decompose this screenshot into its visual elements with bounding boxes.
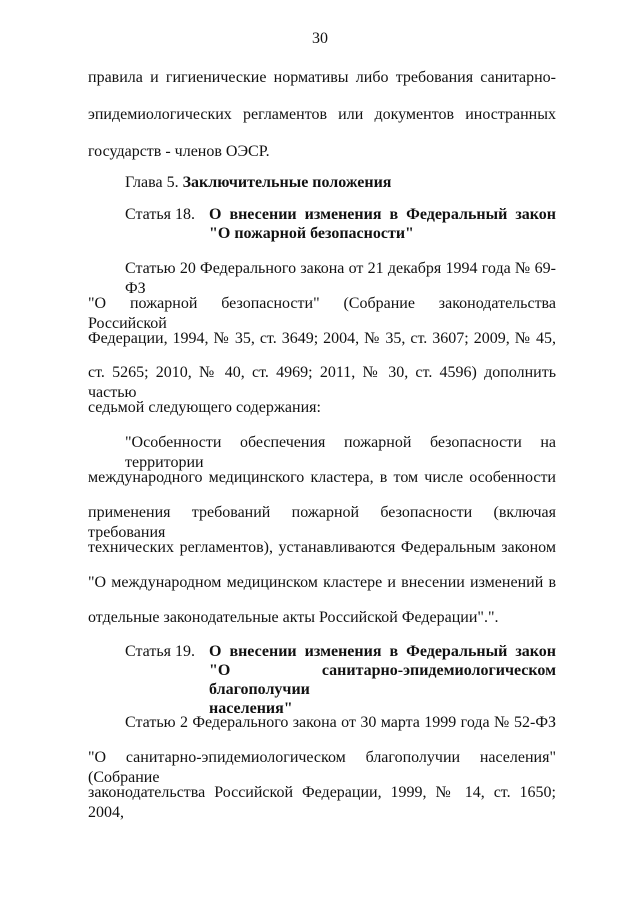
text-line: Статью 20 Федерального закона от 21 декабря 1994 года № 69-ФЗ [125, 260, 556, 297]
text-line: государств - членов ОЭСР. [88, 143, 270, 160]
page-number: 30 [312, 30, 328, 47]
title-line: О внесении изменения в Федеральный закон [209, 206, 556, 223]
text-line: эпидемиологических регламентов или документов иностранных [88, 106, 556, 123]
quote-line: "О международном медицинском кластере и внесении изменений в [88, 574, 556, 591]
chapter-heading [125, 173, 556, 193]
text-line: правила и гигиенические нормативы либо требования санитарно- [88, 69, 556, 86]
text-line: "О пожарной безопасности" (Собрание законодательства Российской [88, 295, 556, 332]
article-title [209, 205, 556, 243]
text-line: ст. 5265; 2010, № 40, ст. 4969; 2011, № 30, ст. 4596) дополнить частью [88, 364, 556, 401]
quote-line: международного медицинского кластера, в том числе особенности [88, 469, 556, 486]
title-line: О внесении изменения в Федеральный закон [209, 643, 556, 660]
title-line: "О санитарно-эпидемиологическом благополучии [209, 662, 556, 698]
chapter-label: Глава 5. [125, 174, 179, 191]
quote-line: "Особенности обеспечения пожарной безопасности на территории [125, 434, 556, 471]
article-label: Статья 18. [125, 206, 195, 223]
quote-line: технических регламентов), устанавливаются Федеральным законом [88, 539, 556, 556]
title-line: "О пожарной безопасности" [209, 225, 414, 242]
text-line: седьмой следующего содержания: [88, 399, 321, 416]
text-line: "О санитарно-эпидемиологическом благополучии населения" (Собрание [88, 749, 556, 786]
article-title [209, 642, 556, 718]
article-label: Статья 19. [125, 643, 195, 660]
quote-line: отдельные законодательные акты Российской Федерации".". [88, 609, 499, 626]
text-line: Федерации, 1994, № 35, ст. 3649; 2004, № 35, ст. 3607; 2009, № 45, [88, 330, 556, 347]
text-line: Статью 2 Федерального закона от 30 марта 1999 года № 52-ФЗ [125, 714, 556, 731]
quote-line: применения требований пожарной безопасности (включая требования [88, 504, 556, 541]
text-line: законодательства Российской Федерации, 1999, № 14, ст. 1650; 2004, [88, 784, 556, 821]
chapter-title: Заключительные положения [182, 174, 392, 191]
title-line: населения" [209, 700, 293, 717]
